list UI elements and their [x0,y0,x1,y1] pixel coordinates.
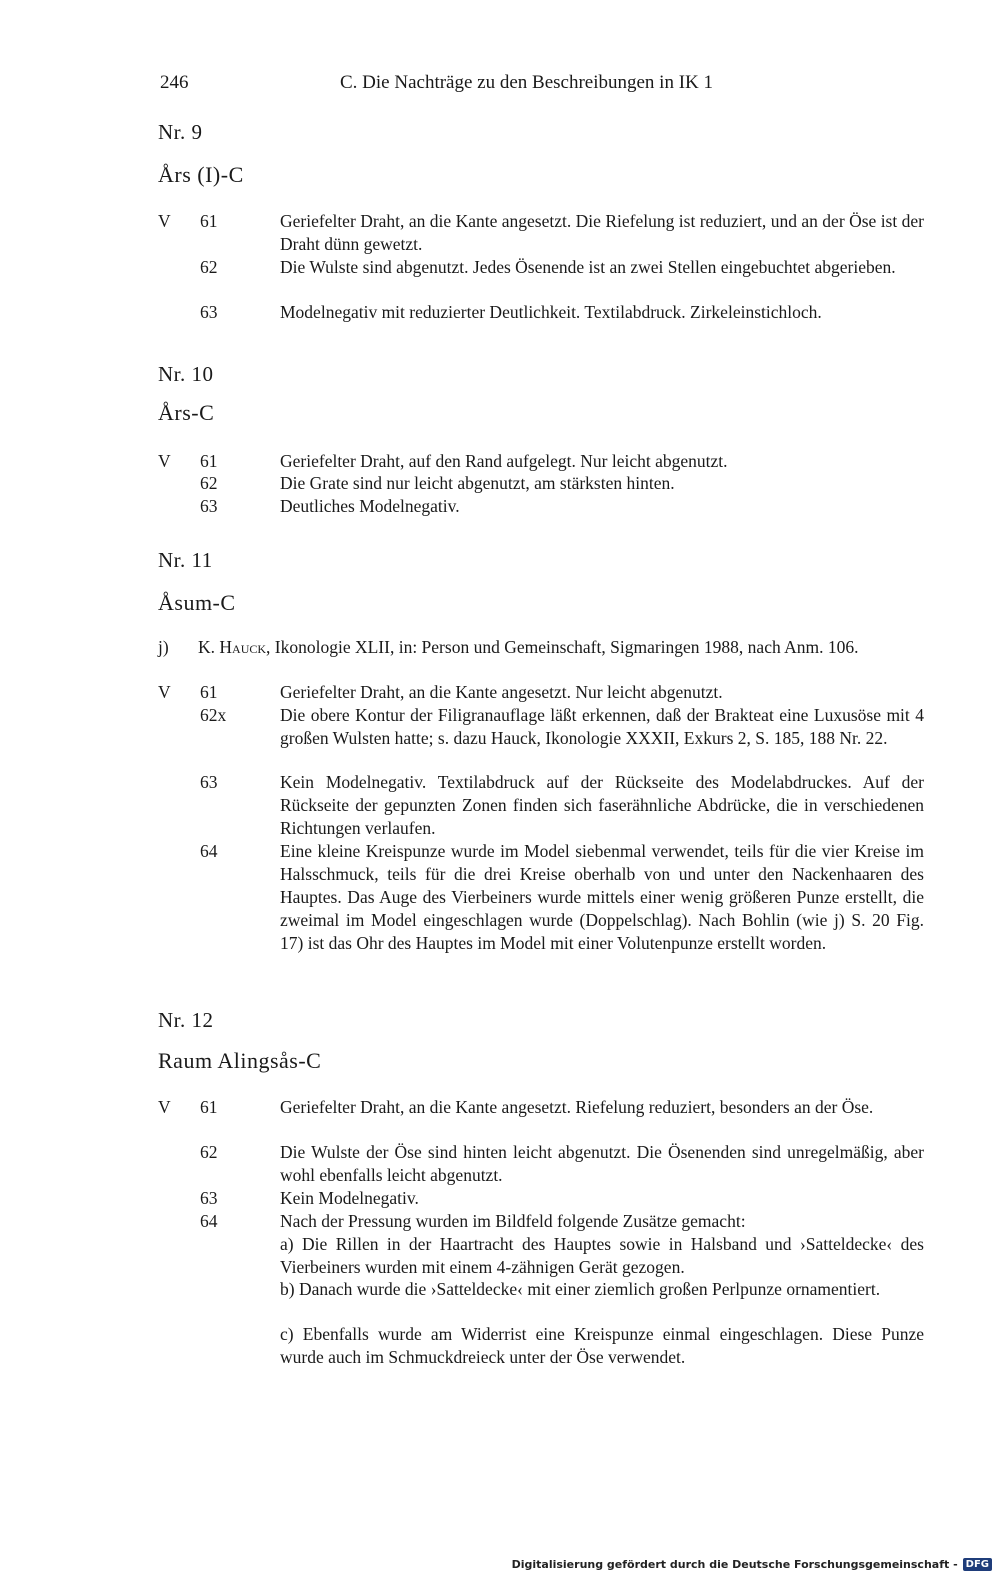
digitization-credit [512,1555,992,1573]
row-text: Die Grate sind nur leicht abgenutzt, am stärksten hinten. [280,473,675,493]
row-text: Kein Modelnegativ. Textilabdruck auf der Rückseite des Modelabdruckes. Auf der Rückseite der gepunzten Zonen finden sich faserähnliche Abdrücke, die in verschiedenen Richtungen verlaufen. [280,772,924,838]
row-number: 62 [200,1142,218,1162]
row-number: 61 [200,211,218,231]
row-v-label: V [158,211,171,231]
row-text: Kein Modelnegativ. [280,1188,419,1208]
entry-number: Nr. 11 [158,548,213,572]
entry-name: Års-C [158,400,215,425]
row-text: Die obere Kontur der Filigranauflage läßt erkennen, daß der Brakteat eine Luxusöse mit 4 großen Wulsten hatte; s. dazu Hauck, Ikonologie XXXII, Exkurs 2, S. 185, 188 Nr. 22. [280,705,924,748]
row-number: 64 [200,841,218,861]
row-number: 61 [200,682,218,702]
reference-text [198,636,924,659]
row-number: 62x [200,705,227,725]
reference-author: Hauck [219,637,267,657]
page-number: 246 [160,72,189,93]
credit-text: Digitalisierung gefördert durch die Deutsche Forschungsgemeinschaft - [511,1557,958,1571]
entry-number: Nr. 10 [158,362,214,386]
row-number: 62 [200,473,218,493]
row-text: Geriefelter Draht, an die Kante angesetzt. Die Riefelung ist reduziert, und an der Öse ist der Draht dünn gewetzt. [280,211,924,254]
row-text: Die Wulste sind abgenutzt. Jedes Ösenende ist an zwei Stellen eingebuchtet abgerieben. [280,257,896,277]
row-text: Geriefelter Draht, an die Kante angesetzt. Nur leicht abgenutzt. [280,682,723,702]
entry-name: Åsum-C [158,590,236,615]
entry-name: Raum Alingsås-C [158,1048,322,1073]
row-text: Die Wulste der Öse sind hinten leicht abgenutzt. Die Ösenenden sind unregelmäßig, aber wohl ebenfalls leicht abgenutzt. [280,1142,924,1185]
row-text: Geriefelter Draht, an die Kante angesetzt. Riefelung reduziert, besonders an der Öse. [280,1097,874,1117]
row-number: 64 [200,1211,218,1231]
row-text: b) Danach wurde die ›Satteldecke‹ mit einer ziemlich großen Perlpunze ornamentiert. [280,1279,881,1299]
row-text: c) Ebenfalls wurde am Widerrist eine Kreispunze einmal eingeschlagen. Diese Punze wurde auch im Schmuckdreieck unter der Öse verwendet. [280,1324,924,1367]
row-text: Eine kleine Kreispunze wurde im Model siebenmal verwendet, teils für die vier Kreise im Halsschmuck, teils für die drei Kreise oberhalb von und unter den Nackenhaaren des Hauptes. Das Auge des Vierbeiners wurde mittels einer wenig größeren Punze erstellt, die zweimal im Model eingeschlagen wurde (Doppelschlag). Nach Bohlin (wie j) S. 20 Fig. 17) ist das Ohr des Hauptes im Model mit einer Volutenpunze erstellt worden. [280,841,924,953]
row-v-label: V [158,451,171,471]
reference-body: , Ikonologie XLII, in: Person und Gemeinschaft, Sigmaringen 1988, nach Anm. 106. [266,637,859,657]
row-number: 63 [200,772,218,792]
row-number: 61 [200,451,218,471]
entry-number: Nr. 12 [158,1008,214,1032]
row-v-label: V [158,1097,171,1117]
row-text: Geriefelter Draht, auf den Rand aufgelegt. Nur leicht abgenutzt. [280,451,728,471]
row-v-label: V [158,682,171,702]
row-number: 61 [200,1097,218,1117]
row-number: 63 [200,302,218,322]
row-number: 62 [200,257,218,277]
row-text: Nach der Pressung wurden im Bildfeld folgende Zusätze gemacht: [280,1211,746,1231]
author-initial: K. [198,637,220,657]
row-text: Deutliches Modelnegativ. [280,496,460,516]
entry-name: Års (I)-C [158,162,244,187]
row-text: a) Die Rillen in der Haartracht des Hauptes sowie in Halsband und ›Satteldecke‹ des Vierbeiners wurden mit einem 4-zähnigen Gerät gezogen. [280,1234,924,1277]
dfg-logo: DFG [963,1558,992,1571]
row-number: 63 [200,1188,218,1208]
entry-number: Nr. 9 [158,120,203,144]
reference-label: j) [158,637,169,657]
row-number: 63 [200,496,218,516]
row-text: Modelnegativ mit reduzierter Deutlichkeit. Textilabdruck. Zirkeleinstichloch. [280,302,822,322]
running-head [160,72,930,102]
running-title: C. Die Nachträge zu den Beschreibungen in IK 1 [340,72,714,93]
